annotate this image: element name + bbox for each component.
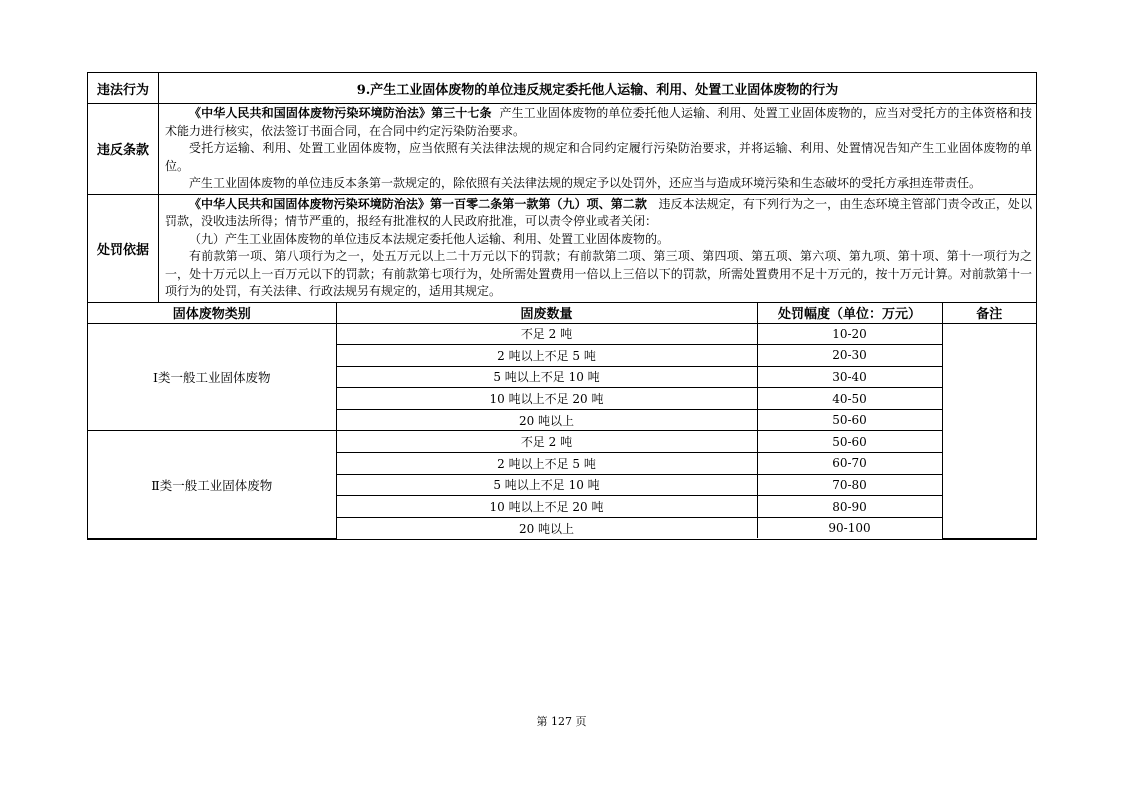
page-number: 第 127 页 [536, 715, 587, 728]
quantity-cell: 20 吨以上 [336, 517, 757, 538]
quantity-cell: 2 吨以上不足 5 吨 [336, 453, 757, 475]
penalty-range-cell: 70-80 [757, 474, 942, 496]
table-row [88, 431, 1036, 453]
column-header-category: 固体废物类别 [88, 303, 336, 324]
violation-behavior-label: 违法行为 [88, 73, 159, 104]
penalty-basis-paragraph [165, 196, 1032, 231]
penalty-range-cell: 90-100 [757, 517, 942, 538]
penalty-range-cell [88, 302, 1037, 539]
penalty-range-cell: 50-60 [757, 409, 942, 431]
quantity-cell: 10 吨以上不足 20 吨 [336, 388, 757, 410]
penalty-basis-label: 处罚依据 [88, 194, 159, 302]
penalty-basis-paragraph: 有前款第一项、第八项行为之一，处五万元以上二十万元以下的罚款；有前款第二项、第三项、第四项、第五项、第六项、第九项、第十项、第十一项行为之一，处十万元以上一百万元以下的罚款；有前款第七项行为，处所需处置费用一倍以上三倍以下的罚款，所需处置费用不足十万元的，按十万元计算。对前款第十一项行为的处罚，有关法律、行政法规另有规定的，适用其规定。 [165, 249, 1032, 298]
quantity-cell: 5 吨以上不足 10 吨 [336, 366, 757, 388]
paragraph-text: 违反本法规定，有下列行为之一，由生态环境主管部门责令改正，处以罚款，没收违法所得；情节严重的，报经有批准权的人民政府批准，可以责令停业或者关闭： [165, 196, 1032, 228]
quantity-cell: 不足 2 吨 [336, 323, 757, 345]
violated-clause-paragraph [165, 105, 1032, 140]
column-header-quantity: 固废数量 [336, 303, 757, 324]
paragraph-text: 产生工业固体废物的单位委托他人运输、利用、处置工业固体废物的，应当对受托方的主体资格和技术能力进行核实，依法签订书面合同，在合同中约定污染防治要求。 [165, 106, 1032, 138]
category-cell: Ⅱ类一般工业固体废物 [88, 431, 336, 538]
violation-behavior-title: 9.产生工业固体废物的单位违反规定委托他人运输、利用、处置工业固体废物的行为 [159, 73, 1037, 104]
penalty-basis-paragraph: （九）产生工业固体废物的单位违反本法规定委托他人运输、利用、处置工业固体废物的。 [189, 231, 670, 246]
penalty-range-cell: 30-40 [757, 366, 942, 388]
penalty-range-row [88, 302, 1037, 539]
quantity-cell: 2 吨以上不足 5 吨 [336, 345, 757, 367]
quantity-cell: 不足 2 吨 [336, 431, 757, 453]
penalty-basis-text [159, 194, 1037, 302]
penalty-range-header [88, 303, 1036, 324]
law-reference: 《中华人民共和国固体废物污染环境防治法》第一百零二条第一款第（九）项、第二款 [189, 196, 647, 211]
violation-behavior-row [88, 73, 1037, 104]
quantity-cell: 20 吨以上 [336, 409, 757, 431]
quantity-cell: 5 吨以上不足 10 吨 [336, 474, 757, 496]
penalty-range-cell: 20-30 [757, 345, 942, 367]
penalty-range-cell: 10-20 [757, 323, 942, 345]
violated-clause-paragraph: 产生工业固体废物的单位违反本条第一款规定的，除依照有关法律法规的规定予以处罚外，还应当与造成环境污染和生态破坏的受托方承担连带责任。 [189, 176, 982, 190]
violated-clause-paragraph: 受托方运输、利用、处置工业固体废物，应当依照有关法律法规的规定和合同约定履行污染防治要求，并将运输、利用、处置情况告知产生工业固体废物的单位。 [165, 141, 1032, 173]
penalty-range-cell: 50-60 [757, 431, 942, 453]
regulation-table [87, 72, 1037, 540]
category-cell: Ⅰ类一般工业固体废物 [88, 323, 336, 431]
column-header-penalty-range: 处罚幅度（单位：万元） [757, 303, 942, 324]
penalty-range-cell: 40-50 [757, 388, 942, 410]
law-reference: 《中华人民共和国固体废物污染环境防治法》第三十七条 [189, 106, 492, 120]
column-header-remarks: 备注 [942, 303, 1036, 324]
penalty-range-table [88, 303, 1036, 539]
quantity-cell: 10 吨以上不足 20 吨 [336, 496, 757, 518]
penalty-basis-row [88, 194, 1037, 302]
table-row [88, 323, 1036, 345]
violated-clause-label: 违反条款 [88, 104, 159, 195]
violated-clause-row [88, 104, 1037, 195]
penalty-range-cell: 60-70 [757, 453, 942, 475]
penalty-range-cell: 80-90 [757, 496, 942, 518]
remarks-cell [942, 323, 1036, 538]
violated-clause-text [159, 104, 1037, 195]
